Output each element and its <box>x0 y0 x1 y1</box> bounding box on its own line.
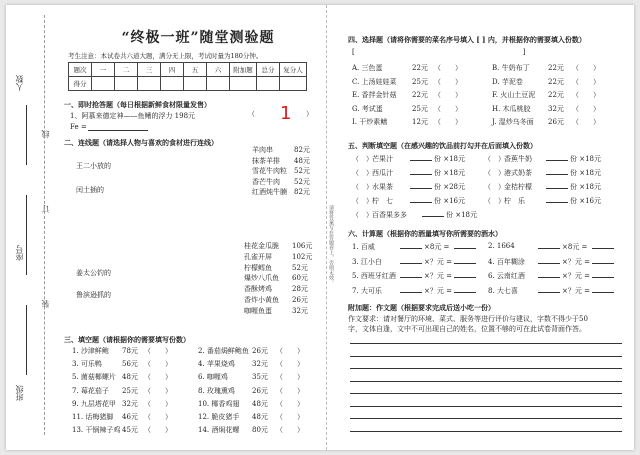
score-header-cell: 题次 <box>69 63 92 77</box>
food-price: 48元 <box>294 156 310 165</box>
section1-answer-label: Fe = <box>70 123 87 131</box>
total-blank[interactable] <box>592 242 614 249</box>
score-cell[interactable] <box>184 77 207 91</box>
quantity-blank[interactable]: （ ） <box>572 104 600 113</box>
menu-item-name: 2. 番茄焗鲜鲍鱼 <box>198 347 249 355</box>
score-cell[interactable] <box>257 77 280 91</box>
drink-name: 7. 大可乐 <box>352 286 382 295</box>
check-box[interactable]: （ ） <box>484 197 505 205</box>
quantity-blank[interactable] <box>538 271 560 278</box>
quantity-blank[interactable]: （ ） <box>144 399 172 408</box>
score-header-cell: 附加题 <box>230 63 257 77</box>
food-price: 28元 <box>292 285 308 294</box>
drink-name: 2. 1664 <box>488 242 515 250</box>
section4-heading: 四、选择题（请将你需要的菜名序号填入 [ ] 内，并根据你的需要填入份数） <box>348 35 586 44</box>
score-cell[interactable] <box>280 77 307 91</box>
score-cell[interactable] <box>115 77 138 91</box>
menu-item-name: 13. 干锅辣子鸡 <box>72 426 121 435</box>
handwritten-mark: 1 <box>280 103 292 124</box>
check-box[interactable]: （ ） <box>352 155 373 163</box>
quantity-blank[interactable]: （ ） <box>276 347 304 355</box>
binding-seat-label: 座号 <box>15 245 24 261</box>
quantity-blank[interactable]: （ ） <box>276 399 304 408</box>
quantity-blank[interactable]: （ ） <box>572 77 600 86</box>
score-header-cell: 三 <box>138 63 161 77</box>
drink-name: 芒果汁 <box>372 155 393 163</box>
exam-info: 考生注意：本试卷共六道大题，满分无上限，考试时量为180分钟。 <box>68 52 263 60</box>
score-cell[interactable] <box>138 77 161 91</box>
quantity-blank[interactable] <box>422 210 444 217</box>
check-box[interactable]: （ ） <box>484 183 505 191</box>
menu-item-name: 9. 九层塔花甲 <box>72 399 116 408</box>
exam-title: “终极一班”随堂测验题 <box>121 30 275 46</box>
unit-price: ×？元 = <box>424 286 452 295</box>
quantity-blank[interactable] <box>538 257 560 264</box>
section4-bracket[interactable]: [ ] <box>352 48 526 56</box>
drink-name: 8. 大七喜 <box>488 286 518 295</box>
quantity-blank[interactable]: （ ） <box>276 373 304 382</box>
score-header-cell: 四 <box>161 63 184 77</box>
quantity-blank[interactable] <box>400 271 422 278</box>
drink-name: 柠 乐 <box>504 197 525 205</box>
binding-blank-line <box>26 105 27 165</box>
exam-sheet <box>6 5 634 450</box>
page-divider <box>326 5 327 450</box>
menu-item-price: 56元 <box>122 360 138 369</box>
menu-item-name: 6. 咖喱鸡 <box>198 373 228 382</box>
score-cell[interactable] <box>207 77 230 91</box>
score-value-row <box>69 77 307 91</box>
quantity-blank[interactable]: （ ） <box>144 386 172 395</box>
quantity-blank[interactable]: （ ） <box>144 360 172 369</box>
quantity-blank[interactable]: （ ） <box>572 118 600 126</box>
quantity-blank[interactable]: （ ） <box>276 386 304 395</box>
menu-item-price: 22元 <box>548 64 564 72</box>
drink-name: 香蕉牛奶 <box>504 155 532 163</box>
menu-item-price: 35元 <box>252 373 268 382</box>
menu-item-price: 25元 <box>122 386 138 395</box>
drink-name: 金桔柠檬 <box>504 183 532 191</box>
quantity-blank[interactable] <box>410 154 432 161</box>
total-blank[interactable] <box>592 286 614 293</box>
quantity-blank[interactable]: （ ） <box>434 91 462 99</box>
person-item[interactable]: 闰土插的 <box>76 186 104 194</box>
essay-line[interactable] <box>350 343 622 344</box>
extra-text-1: 作文要求：请对餐厅的环境、菜式、服务等进行评价与建议，字数不得少于50 <box>348 315 588 323</box>
drink-name: 百香果多多 <box>372 211 407 219</box>
total-blank[interactable] <box>454 257 476 264</box>
drink-price: 份 ×18元 <box>570 169 601 177</box>
food-price: 52元 <box>294 167 310 175</box>
drink-price: 份 ×18元 <box>446 211 477 219</box>
menu-item-price: 22元 <box>412 64 428 72</box>
drink-price: 份 ×18元 <box>434 169 465 177</box>
extra-heading: 附加题：作文题（根据要求完成后送小吃一份） <box>348 303 495 312</box>
quantity-blank[interactable]: （ ） <box>144 373 172 382</box>
unit-price: ×8元 = <box>562 243 588 251</box>
quantity-blank[interactable] <box>410 196 432 203</box>
menu-item-name: J. 湿炒乌冬面 <box>492 118 534 126</box>
quantity-blank[interactable] <box>400 242 422 249</box>
menu-item-price: 26元 <box>252 347 268 355</box>
menu-item-name: 10. 椰香鸡翅 <box>198 399 240 408</box>
essay-line[interactable] <box>350 381 622 382</box>
binding-blank-line <box>26 195 27 275</box>
section5-heading: 五、判断填空题（在感兴趣的饮品前打勾并在后面填入份数） <box>348 141 537 150</box>
menu-item-price: 22元 <box>412 91 428 99</box>
quantity-blank[interactable]: （ ） <box>276 360 304 369</box>
menu-item-name: 11. 话梅猪脚 <box>72 413 114 421</box>
menu-item-name: F. 火山土豆泥 <box>492 91 536 99</box>
menu-item-name: H. 木瓜桃胶 <box>492 104 531 113</box>
drink-name: 6. 云南红酒 <box>488 272 525 280</box>
menu-item-name: 4. 苹果烧鸡 <box>198 360 235 369</box>
drink-name: 5. 西班牙红酒 <box>352 272 396 280</box>
menu-item-price: 46元 <box>122 413 138 421</box>
menu-item-price: 22元 <box>548 91 564 99</box>
quantity-blank[interactable]: （ ） <box>434 118 462 126</box>
food-price: 82元 <box>294 146 310 154</box>
score-cell[interactable] <box>161 77 184 91</box>
section1-paren-close: ） <box>306 110 313 118</box>
quantity-blank[interactable] <box>546 154 568 161</box>
menu-item-name: 7. 莓花茄子 <box>72 386 109 395</box>
check-box[interactable]: （ ） <box>352 183 373 191</box>
drink-name: 柠 七 <box>372 197 393 205</box>
menu-item-price: 26元 <box>548 118 564 126</box>
quantity-blank[interactable] <box>400 286 422 293</box>
total-blank[interactable] <box>454 271 476 278</box>
binding-class-label: 班级 <box>15 385 24 401</box>
unit-price: ×？元 = <box>424 272 452 280</box>
total-blank[interactable] <box>592 271 614 278</box>
person-item[interactable]: 姜太公钓的 <box>76 269 111 277</box>
binding-margin <box>6 5 58 450</box>
menu-item-name: G. 考试蛋 <box>352 104 383 113</box>
section2-heading: 二、连线题（请选择人物与喜欢的食材进行连线） <box>64 138 218 147</box>
essay-line[interactable] <box>350 393 622 394</box>
drink-name: 4. 百年糊涂 <box>488 257 525 266</box>
menu-item-name: 12. 脆皮猪手 <box>198 413 240 421</box>
binding-name-label: 人数 <box>15 75 24 91</box>
drink-price: 份 ×28元 <box>434 183 465 191</box>
menu-item-price: 48元 <box>252 413 268 421</box>
essay-line[interactable] <box>350 368 622 369</box>
menu-item-name: D. 芋泥卷 <box>492 77 523 86</box>
essay-line[interactable] <box>350 356 622 357</box>
unit-price: ×？元 = <box>562 286 590 295</box>
food-name[interactable]: 抹茶羊排 <box>252 156 280 165</box>
section1-question: 1、阿慕来德定神——鱼鳍的浮力 198元 <box>70 112 196 120</box>
drink-name: 1. 百威 <box>352 243 375 251</box>
food-name[interactable]: 桂花金瓜脆 <box>244 242 279 250</box>
menu-item-name: 3. 可乐鸭 <box>72 360 102 369</box>
menu-item-price: 25元 <box>412 77 428 86</box>
food-price: 32元 <box>292 306 308 315</box>
score-header-row <box>69 63 307 77</box>
menu-item-price: 32元 <box>122 399 138 408</box>
score-row-label: 得分 <box>69 77 92 91</box>
check-box[interactable]: （ ） <box>352 169 373 177</box>
food-name[interactable]: 香炸小黄鱼 <box>244 296 279 304</box>
extra-text-2: 字，文体自逢，文中不可出现自己的姓名，位置不够的可在此试卷背面作答。 <box>348 325 586 333</box>
menu-item-price: 25元 <box>412 104 428 113</box>
essay-line[interactable] <box>350 418 622 419</box>
binding-cut-line <box>44 15 45 435</box>
quantity-blank[interactable]: （ ） <box>276 426 304 435</box>
section6-heading: 六、计算题（根据你的酒量填写你所需要的酒水） <box>348 229 502 238</box>
food-name[interactable]: 孔雀开屏 <box>244 252 272 261</box>
menu-item-name: 14. 酒焖花螺 <box>198 426 240 435</box>
quantity-blank[interactable] <box>546 168 568 175</box>
food-name[interactable]: 香芒牛肉 <box>252 177 280 186</box>
quantity-blank[interactable] <box>410 168 432 175</box>
food-price: 60元 <box>292 274 308 283</box>
food-price: 52元 <box>292 263 308 272</box>
menu-item-price: 12元 <box>412 118 428 126</box>
menu-item-name: 1. 沙津鲜鲍 <box>72 347 109 355</box>
check-box[interactable]: （ ） <box>352 197 373 205</box>
binding-zhuang: 装 <box>41 300 50 308</box>
menu-item-name: 5. 菌菇椰螺片 <box>72 373 116 382</box>
quantity-blank[interactable]: （ ） <box>572 64 600 72</box>
right-page <box>342 5 630 450</box>
menu-item-name: 8. 玫瑰熏鸡 <box>198 386 235 395</box>
essay-line[interactable] <box>350 406 622 407</box>
quantity-blank[interactable]: （ ） <box>434 77 462 86</box>
person-item[interactable]: 王二小放的 <box>76 162 111 170</box>
food-name[interactable]: 红酒炖牛腩 <box>252 188 287 196</box>
quantity-blank[interactable] <box>538 286 560 293</box>
food-name[interactable]: 雪花牛肉粒 <box>252 167 287 175</box>
menu-item-name: E. 香拌金针菇 <box>352 91 397 99</box>
score-cell[interactable] <box>230 77 257 91</box>
score-header-cell: 六 <box>207 63 230 77</box>
person-item[interactable]: 鲁滨逊抓的 <box>76 291 111 299</box>
total-blank[interactable] <box>592 257 614 264</box>
unit-price: ×？元 = <box>424 257 452 266</box>
binding-xian: 线 <box>41 130 50 138</box>
left-page <box>58 5 324 450</box>
drink-price: 份 ×16元 <box>434 197 465 205</box>
food-price: 102元 <box>292 252 313 261</box>
drink-name: 西瓜汁 <box>372 169 393 177</box>
score-header-cell: 一 <box>92 63 115 77</box>
section3-heading: 三、填空题（请根据你的需要填写份数） <box>64 335 190 344</box>
quantity-blank[interactable]: （ ） <box>276 413 304 421</box>
quantity-blank[interactable] <box>410 182 432 189</box>
food-price: 52元 <box>294 177 310 186</box>
section1-heading: 一、即时抢答题（每日根据新鲜食材限量发售） <box>64 100 211 109</box>
menu-item-price: 78元 <box>122 347 138 355</box>
quantity-blank[interactable] <box>538 242 560 249</box>
check-box[interactable]: （ ） <box>484 155 505 163</box>
total-blank[interactable] <box>454 242 476 249</box>
food-name[interactable]: 咖喱鱼蛋 <box>244 306 272 315</box>
menu-item-name: B. 牛奶布丁 <box>492 64 530 72</box>
score-cell[interactable] <box>92 77 115 91</box>
binding-ding: 订 <box>41 205 50 213</box>
food-price: 26元 <box>292 296 308 304</box>
essay-line[interactable] <box>350 431 622 432</box>
total-blank[interactable] <box>454 286 476 293</box>
quantity-blank[interactable] <box>546 182 568 189</box>
food-name[interactable]: 爆炒八爪鱼 <box>244 274 279 283</box>
center-note: 请将答案写在答题卷上，否则无效。 <box>328 205 334 285</box>
quantity-blank[interactable]: （ ） <box>572 91 600 99</box>
section1-answer-line[interactable] <box>88 130 148 131</box>
menu-item-name: I. 干炒素鳝 <box>352 118 388 126</box>
food-name[interactable]: 香酥烤鸡 <box>244 285 272 294</box>
score-header-cell: 五 <box>184 63 207 77</box>
score-header-cell: 总分 <box>257 63 280 77</box>
unit-price: ×？元 = <box>562 272 590 280</box>
drink-name: 3. 江小白 <box>352 257 382 266</box>
menu-item-price: 45元 <box>122 426 138 435</box>
quantity-blank[interactable]: （ ） <box>144 347 172 355</box>
food-name[interactable]: 柠檬鳕鱼 <box>244 263 272 272</box>
binding-blank-line <box>26 305 27 375</box>
menu-item-price: 32元 <box>548 104 564 113</box>
drink-price: 份 ×18元 <box>570 183 601 191</box>
drink-price: 份 ×18元 <box>434 155 465 163</box>
score-table <box>68 62 307 91</box>
quantity-blank[interactable] <box>400 257 422 264</box>
menu-item-price: 22元 <box>548 77 564 86</box>
quantity-blank[interactable]: （ ） <box>144 426 172 435</box>
drink-name: 水果茶 <box>372 183 393 191</box>
menu-item-price: 48元 <box>122 373 138 382</box>
unit-price: ×？元 = <box>562 257 590 266</box>
check-box[interactable]: （ ） <box>484 169 505 177</box>
drink-name: 港式奶茶 <box>504 169 532 177</box>
food-price: 106元 <box>292 242 313 250</box>
menu-item-name: C. 上汤娃娃菜 <box>352 77 397 86</box>
quantity-blank[interactable] <box>546 196 568 203</box>
menu-item-price: 80元 <box>252 426 268 435</box>
drink-price: 份 ×18元 <box>570 155 601 163</box>
quantity-blank[interactable]: （ ） <box>144 413 172 421</box>
menu-item-price: 32元 <box>252 360 268 369</box>
menu-item-name: A. 三色蛋 <box>352 64 383 72</box>
menu-item-price: 26元 <box>252 386 268 395</box>
quantity-blank[interactable]: （ ） <box>434 104 462 113</box>
unit-price: ×8元 = <box>424 243 450 251</box>
quantity-blank[interactable]: （ ） <box>434 64 462 72</box>
section1-paren-open: （ <box>248 110 255 118</box>
score-header-cell: 复分人 <box>280 63 307 77</box>
score-header-cell: 二 <box>115 63 138 77</box>
menu-item-price: 48元 <box>252 399 268 408</box>
food-name[interactable]: 羊肉串 <box>252 146 273 154</box>
drink-price: 份 ×16元 <box>570 197 601 205</box>
check-box[interactable]: （ ） <box>352 211 373 219</box>
food-price: 82元 <box>294 188 310 196</box>
